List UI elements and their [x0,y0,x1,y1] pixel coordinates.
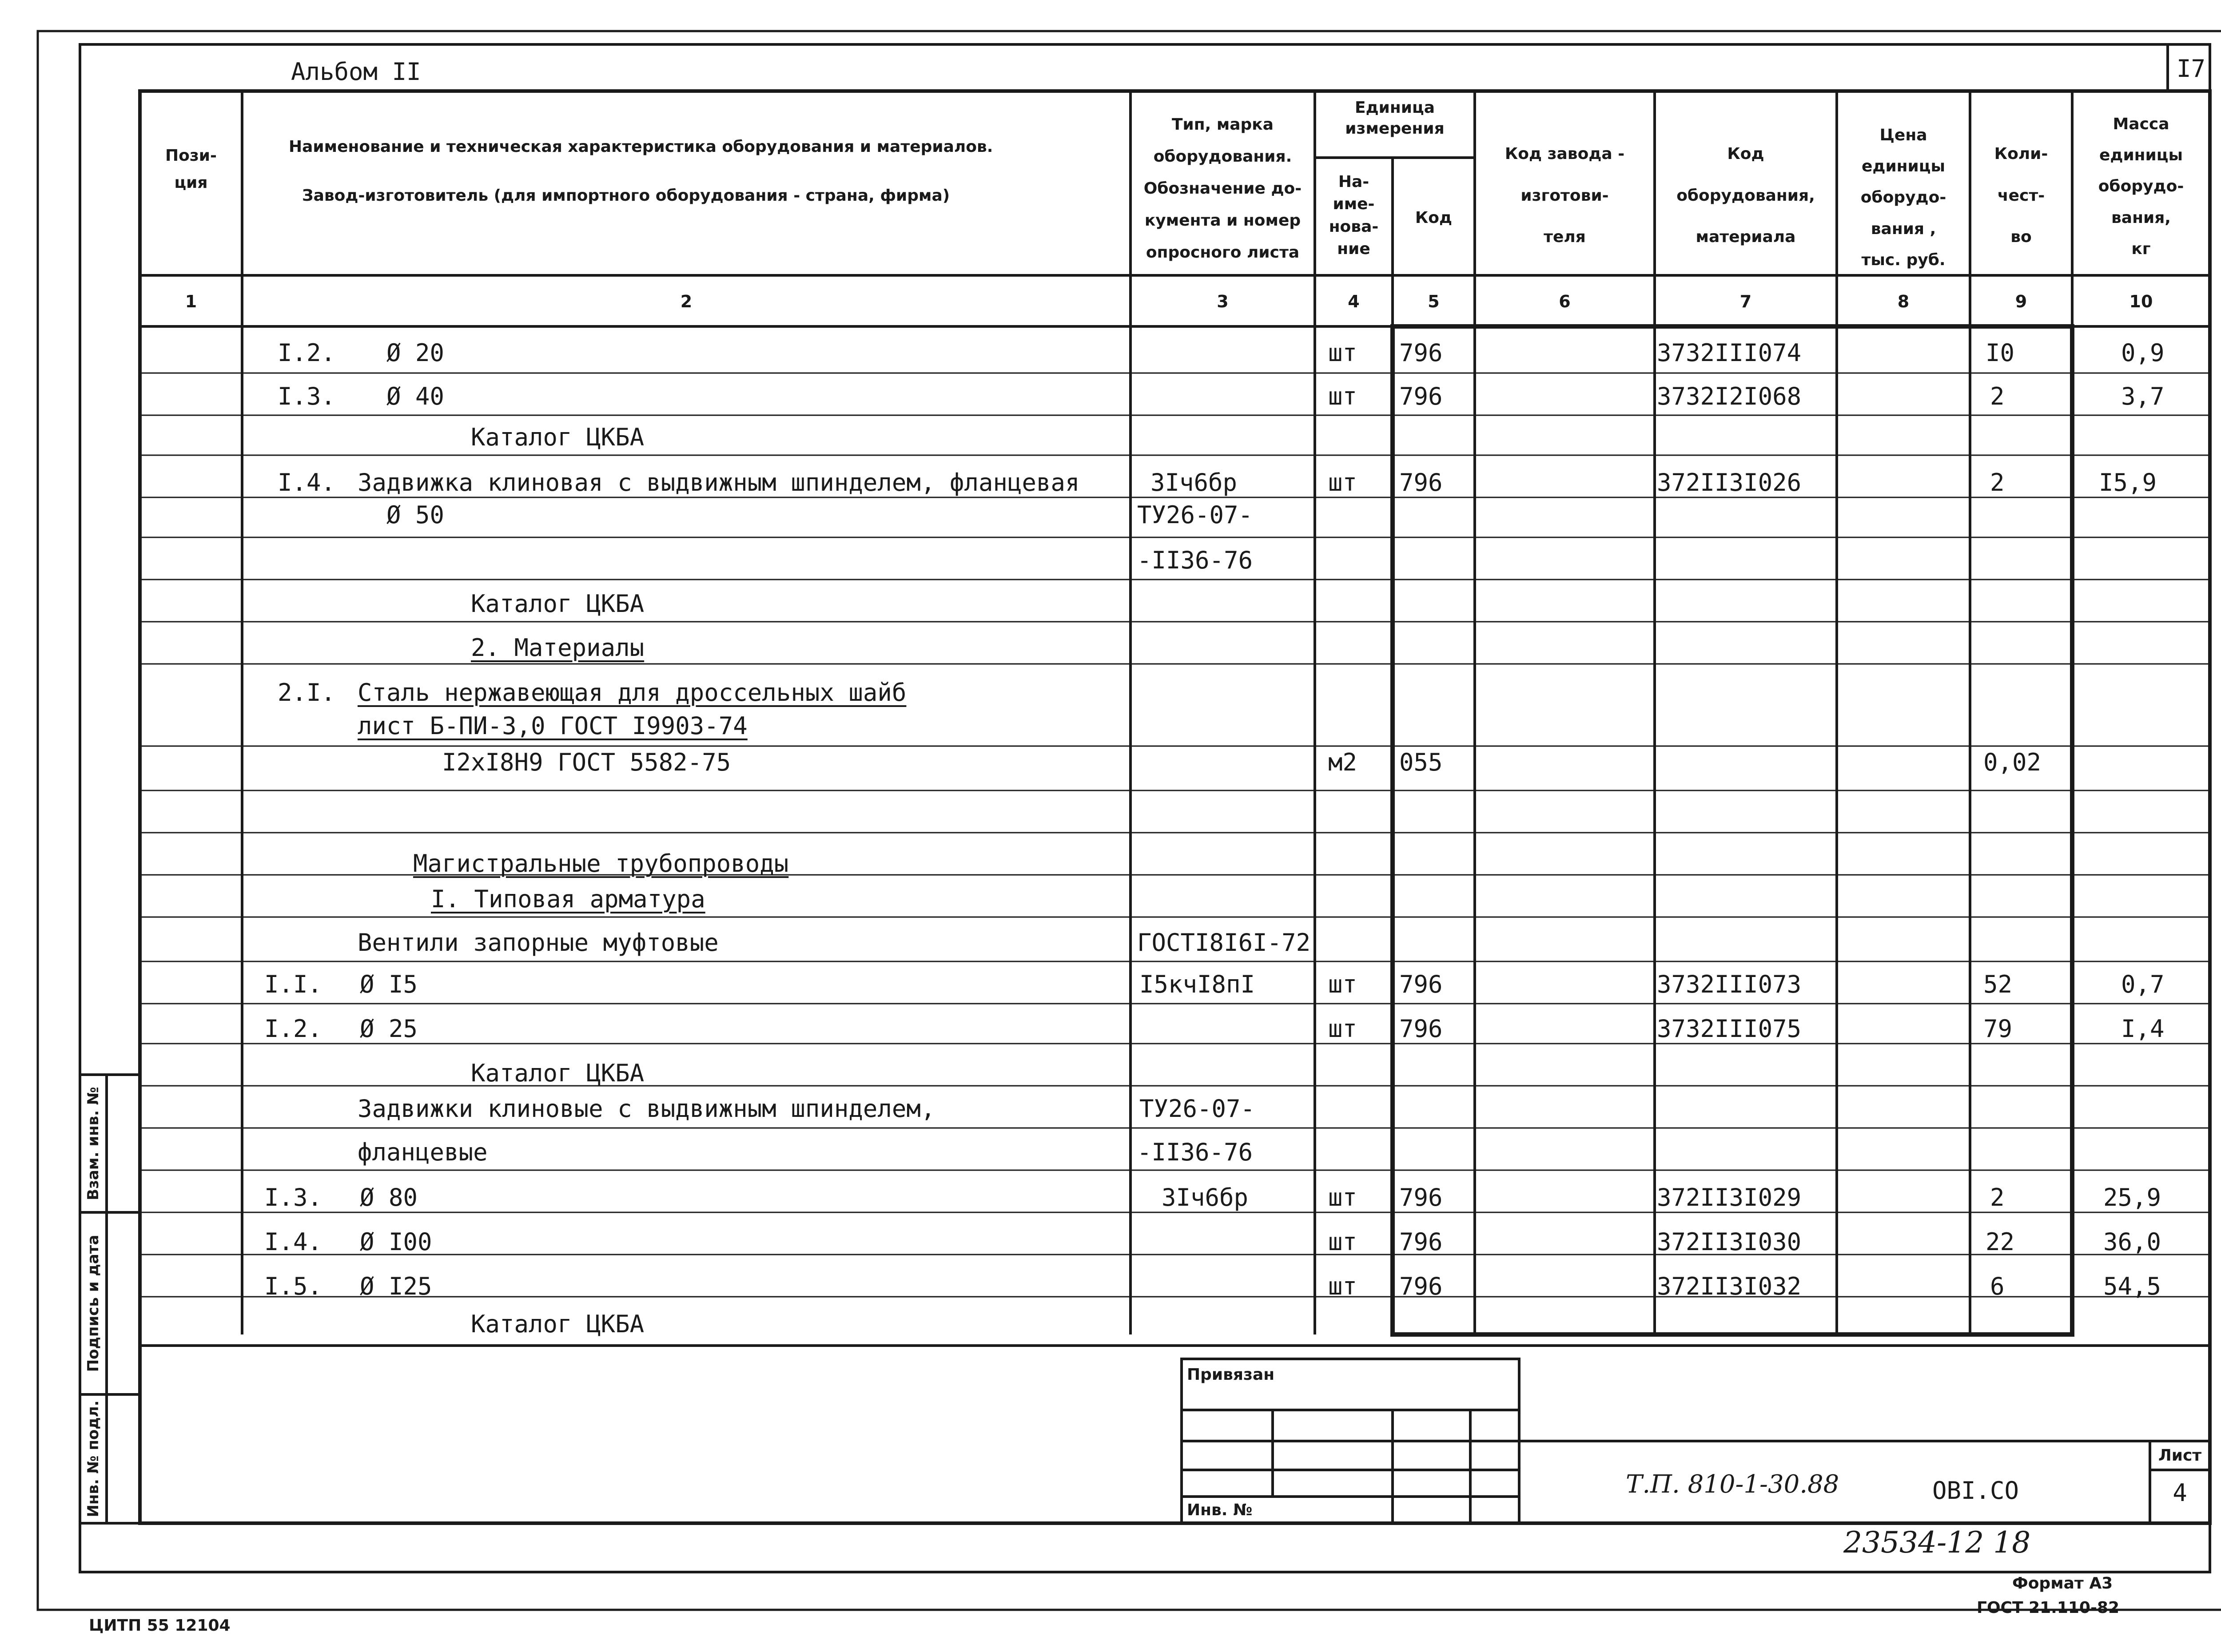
row-name: Каталог ЦКБА [471,590,645,618]
col-number-6: 6 [1559,292,1571,311]
row-unit-code: 796 [1399,970,1443,998]
row-type: ТУ26-07- [1139,1095,1255,1123]
row-position: I.4. [278,469,336,496]
row-equipment-code: 3732III074 [1657,339,1802,367]
row-mass: 36,0 [2103,1228,2161,1256]
handwritten-number: 23534-12 18 [1843,1525,2031,1560]
header-name-line2: Завод-изготовитель (для импортного оборудования - страна, фирма) [302,187,950,205]
row-type: I5кчI8пI [1139,970,1255,998]
col-number-7: 7 [1739,292,1752,311]
col-number-8: 8 [1897,292,1910,311]
col-number-3: 3 [1217,292,1229,311]
header-unit-code: Код [1415,209,1453,227]
col-number-1: 1 [185,292,197,311]
row-quantity: 2 [1990,382,2005,410]
row-quantity: 22 [1986,1228,2015,1256]
row-position: I.2. [278,339,336,367]
row-unit: шт [1328,970,1357,998]
row-position: I.I. [264,970,322,998]
row-name: Каталог ЦКБА [471,1310,645,1338]
row-unit-code: 796 [1399,339,1443,367]
row-name: Каталог ЦКБА [471,423,645,451]
row-position: I.2. [264,1015,322,1043]
document-code: OBI.CO [1932,1477,2019,1505]
row-mass: 0,9 [2121,339,2165,367]
section-materials: 2. Материалы [471,634,645,662]
printer-label: ЦИТП 55 12104 [89,1616,231,1635]
row-position: I.3. [278,382,336,410]
col-number-5: 5 [1428,292,1440,311]
row-name: Ø 25 [360,1015,418,1043]
row-unit: шт [1328,1272,1357,1300]
row-name: Ø 40 [386,382,445,410]
row-equipment-code: 372II3I026 [1657,469,1802,496]
row-unit-code: 796 [1399,1015,1443,1043]
col-number-4: 4 [1348,292,1360,311]
header-quantity: Коли- чест- во [1994,145,2048,246]
row-quantity: 52 [1983,970,2013,998]
row-name: лист Б-ПИ-3,0 ГОСТ I9903-74 [358,712,748,740]
row-mass: 54,5 [2103,1272,2161,1300]
header-type: Тип, марка оборудования. Обозначение до- кумента и номер опросного листа [1143,115,1302,262]
row-type: ТУ26-07- [1137,501,1253,529]
row-position: I.4. [264,1228,322,1256]
stamp-inv-no: Инв. № [1187,1501,1253,1519]
side-label-signature-date: Подпись и дата [84,1235,102,1372]
row-type: -II36-76 [1137,546,1253,574]
row-unit: шт [1328,469,1357,496]
col-number-2: 2 [680,292,693,311]
row-quantity: 79 [1983,1015,2013,1043]
row-unit: шт [1328,1015,1357,1043]
row-name: Вентили запорные муфтовые [358,929,719,957]
row-name: Каталог ЦКБА [471,1059,645,1087]
row-name: Задвижка клиновая с выдвижным шпинделем, фланцевая [358,469,1080,496]
row-name: Ø 80 [360,1183,418,1211]
header-equipment-code: Код оборудования, материала [1676,145,1815,246]
row-unit: м2 [1328,748,1357,776]
sheet-top-number: I7 [2177,55,2206,83]
list-label: Лист [2158,1446,2202,1465]
row-unit-code: 796 [1399,382,1443,410]
row-mass: I5,9 [2099,469,2157,496]
format-label: Формат А3 [2012,1574,2113,1592]
row-name: фланцевые [358,1138,488,1166]
row-type: ГОСТI8I6I-72 [1137,929,1311,957]
header-position: Пози- ция [165,147,217,192]
row-quantity: 2 [1990,469,2005,496]
row-equipment-code: 3732III075 [1657,1015,1802,1043]
row-name: Задвижки клиновые с выдвижным шпинделем, [358,1095,935,1123]
header-mass: Масса единицы оборудо- вания, кг [2098,115,2184,258]
list-number: 4 [2173,1479,2187,1507]
row-name: Ø I00 [360,1228,432,1256]
row-equipment-code: 3732III073 [1657,970,1802,998]
row-name: Сталь нержавеющая для дроссельных шайб [358,679,907,707]
row-unit-code: 796 [1399,1183,1443,1211]
row-type: -II36-76 [1137,1138,1253,1166]
row-position: I.3. [264,1183,322,1211]
row-type: 3Iч6бр [1150,469,1238,496]
row-position: I.5. [264,1272,322,1300]
header-price: Цена единицы оборудо- вания , тыс. руб. [1860,126,1946,269]
section-main-pipelines: Магистральные трубопроводы [413,850,789,878]
row-unit: шт [1328,382,1357,410]
row-equipment-code: 372II3I032 [1657,1272,1802,1300]
row-equipment-code: 3732I2I068 [1657,382,1802,410]
side-label-replacement-inv: Взам. инв. № [84,1087,102,1200]
row-unit: шт [1328,339,1357,367]
row-name: Ø 20 [386,339,445,367]
gost-label: ГОСТ 21.110-82 [1977,1599,2120,1617]
row-position: 2.I. [278,679,336,707]
header-factory-code: Код завода - изготови- теля [1505,145,1625,246]
col-number-10: 10 [2129,292,2153,311]
col-number-9: 9 [2015,292,2027,311]
row-mass: 3,7 [2121,382,2165,410]
row-quantity: 0,02 [1983,748,2042,776]
row-mass: 0,7 [2121,970,2165,998]
stamp-privyazan: Привязан [1187,1366,1275,1384]
row-unit-code: 055 [1399,748,1443,776]
row-unit: шт [1328,1183,1357,1211]
row-name: Ø I5 [360,970,418,998]
row-quantity: 2 [1990,1183,2005,1211]
project-code: Т.П. 810-1-30.88 [1626,1470,1839,1499]
album-title: Альбом II [291,58,421,86]
section-typical-fittings: I. Типовая арматура [431,885,705,913]
row-quantity: I0 [1986,339,2015,367]
row-equipment-code: 372II3I029 [1657,1183,1802,1211]
row-unit-code: 796 [1399,1228,1443,1256]
row-mass: 25,9 [2103,1183,2161,1211]
row-unit: шт [1328,1228,1357,1256]
row-quantity: 6 [1990,1272,2005,1300]
header-unit-name: На- име- нова- ние [1329,173,1379,258]
row-unit-code: 796 [1399,1272,1443,1300]
row-name: Ø 50 [386,501,445,529]
header-name-line1: Наименование и техническая характеристика оборудования и материалов. [289,138,993,156]
row-unit-code: 796 [1399,469,1443,496]
row-equipment-code: 372II3I030 [1657,1228,1802,1256]
row-name: I2xI8Н9 ГОСТ 5582-75 [442,748,731,776]
row-mass: I,4 [2121,1015,2165,1043]
row-type: 3Iч6бр [1162,1183,1249,1211]
row-name: Ø I25 [360,1272,432,1300]
header-unit-group: Единица измерения [1345,99,1445,138]
side-label-original-inv: Инв. № подл. [84,1400,102,1517]
